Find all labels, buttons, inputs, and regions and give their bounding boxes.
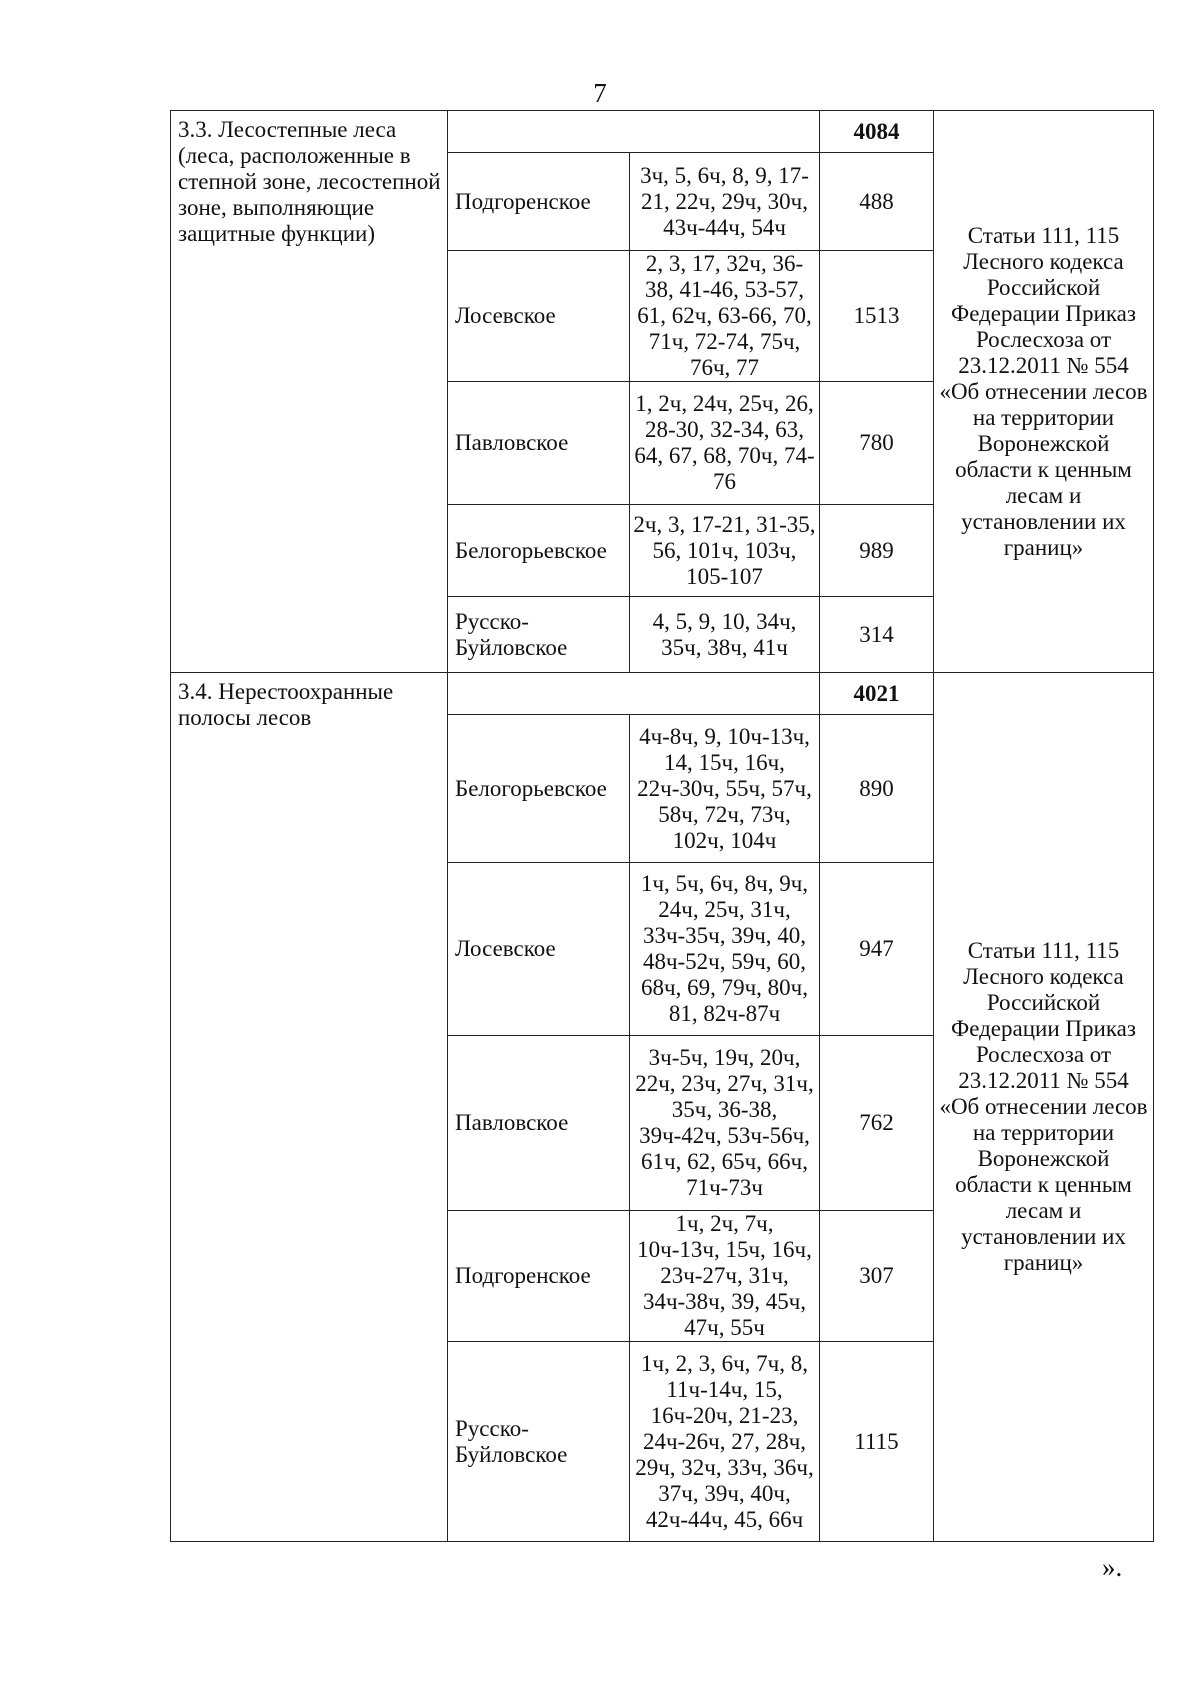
page-number: 7 [593,78,607,108]
empty-cell [448,111,820,153]
forestry-name: Павловское [448,382,630,505]
empty-cell [448,673,820,715]
forestry-name: Подгоренское [448,153,630,251]
area-value: 780 [820,382,934,505]
quarter-numbers: 2, 3, 17, 32ч, 36-38, 41-46, 53-57, 61, 62ч, 63-66, 70, 71ч, 72-74, 75ч, 76ч, 77 [630,251,820,382]
forestry-name: Белогорьевское [448,505,630,597]
quarter-numbers: 1ч, 5ч, 6ч, 8ч, 9ч, 24ч, 25ч, 31ч, 33ч-35ч, 39ч, 40, 48ч-52ч, 59ч, 60, 68ч, 69, 79ч, 80ч, 81, 82ч-87ч [630,863,820,1036]
category-cell: 3.4. Нерестоохранные полосы лесов [171,673,448,1542]
forest-table [170,110,1154,1542]
legal-basis-cell: Статьи 111, 115 Лесного кодекса Российской Федерации Приказ Рослесхоза от 23.12.2011 № 554 «Об отнесении лесов на территории Воронежской области к ценным лесам и установлении их границ» [934,111,1154,673]
quarter-numbers: 2ч, 3, 17-21, 31-35, 56, 101ч, 103ч, 105-107 [630,505,820,597]
quarter-numbers: 1ч, 2ч, 7ч, 10ч-13ч, 15ч, 16ч, 23ч-27ч, 31ч, 34ч-38ч, 39, 45ч, 47ч, 55ч [630,1211,820,1342]
area-value: 307 [820,1211,934,1342]
section-total-row [171,111,1154,153]
area-value: 1115 [820,1342,934,1542]
area-value: 890 [820,715,934,863]
total-area: 4084 [820,111,934,153]
area-value: 762 [820,1036,934,1211]
quarter-numbers: 3ч-5ч, 19ч, 20ч, 22ч, 23ч, 27ч, 31ч, 35ч, 36-38, 39ч-42ч, 53ч-56ч, 61ч, 62, 65ч, 66ч, 71ч-73ч [630,1036,820,1211]
area-value: 314 [820,597,934,673]
forestry-name: Лосевское [448,863,630,1036]
category-cell: 3.3. Лесостепные леса (леса, расположенные в степной зоне, лесостепной зоне, выполняющие защитные функции) [171,111,448,673]
area-value: 1513 [820,251,934,382]
area-value: 989 [820,505,934,597]
forestry-name: Русско-Буйловское [448,1342,630,1542]
forestry-name: Подгоренское [448,1211,630,1342]
area-value: 947 [820,863,934,1036]
legal-basis-cell: Статьи 111, 115 Лесного кодекса Российской Федерации Приказ Рослесхоза от 23.12.2011 № 554 «Об отнесении лесов на территории Воронежской области к ценным лесам и установлении их границ» [934,673,1154,1542]
forestry-name: Русско-Буйловское [448,597,630,673]
quarter-numbers: 3ч, 5, 6ч, 8, 9, 17-21, 22ч, 29ч, 30ч, 43ч-44ч, 54ч [630,153,820,251]
quarter-numbers: 4, 5, 9, 10, 34ч, 35ч, 38ч, 41ч [630,597,820,673]
forestry-name: Белогорьевское [448,715,630,863]
closing-quote-mark: ». [1102,1552,1123,1582]
forestry-name: Лосевское [448,251,630,382]
quarter-numbers: 1ч, 2, 3, 6ч, 7ч, 8, 11ч-14ч, 15, 16ч-20ч, 21-23, 24ч-26ч, 27, 28ч, 29ч, 32ч, 33ч, 36ч, 37ч, 39ч, 40ч, 42ч-44ч, 45, 66ч [630,1342,820,1542]
total-area: 4021 [820,673,934,715]
section-total-row [171,673,1154,715]
forestry-name: Павловское [448,1036,630,1211]
area-value: 488 [820,153,934,251]
quarter-numbers: 1, 2ч, 24ч, 25ч, 26, 28-30, 32-34, 63, 64, 67, 68, 70ч, 74-76 [630,382,820,505]
quarter-numbers: 4ч-8ч, 9, 10ч-13ч, 14, 15ч, 16ч, 22ч-30ч, 55ч, 57ч, 58ч, 72ч, 73ч, 102ч, 104ч [630,715,820,863]
